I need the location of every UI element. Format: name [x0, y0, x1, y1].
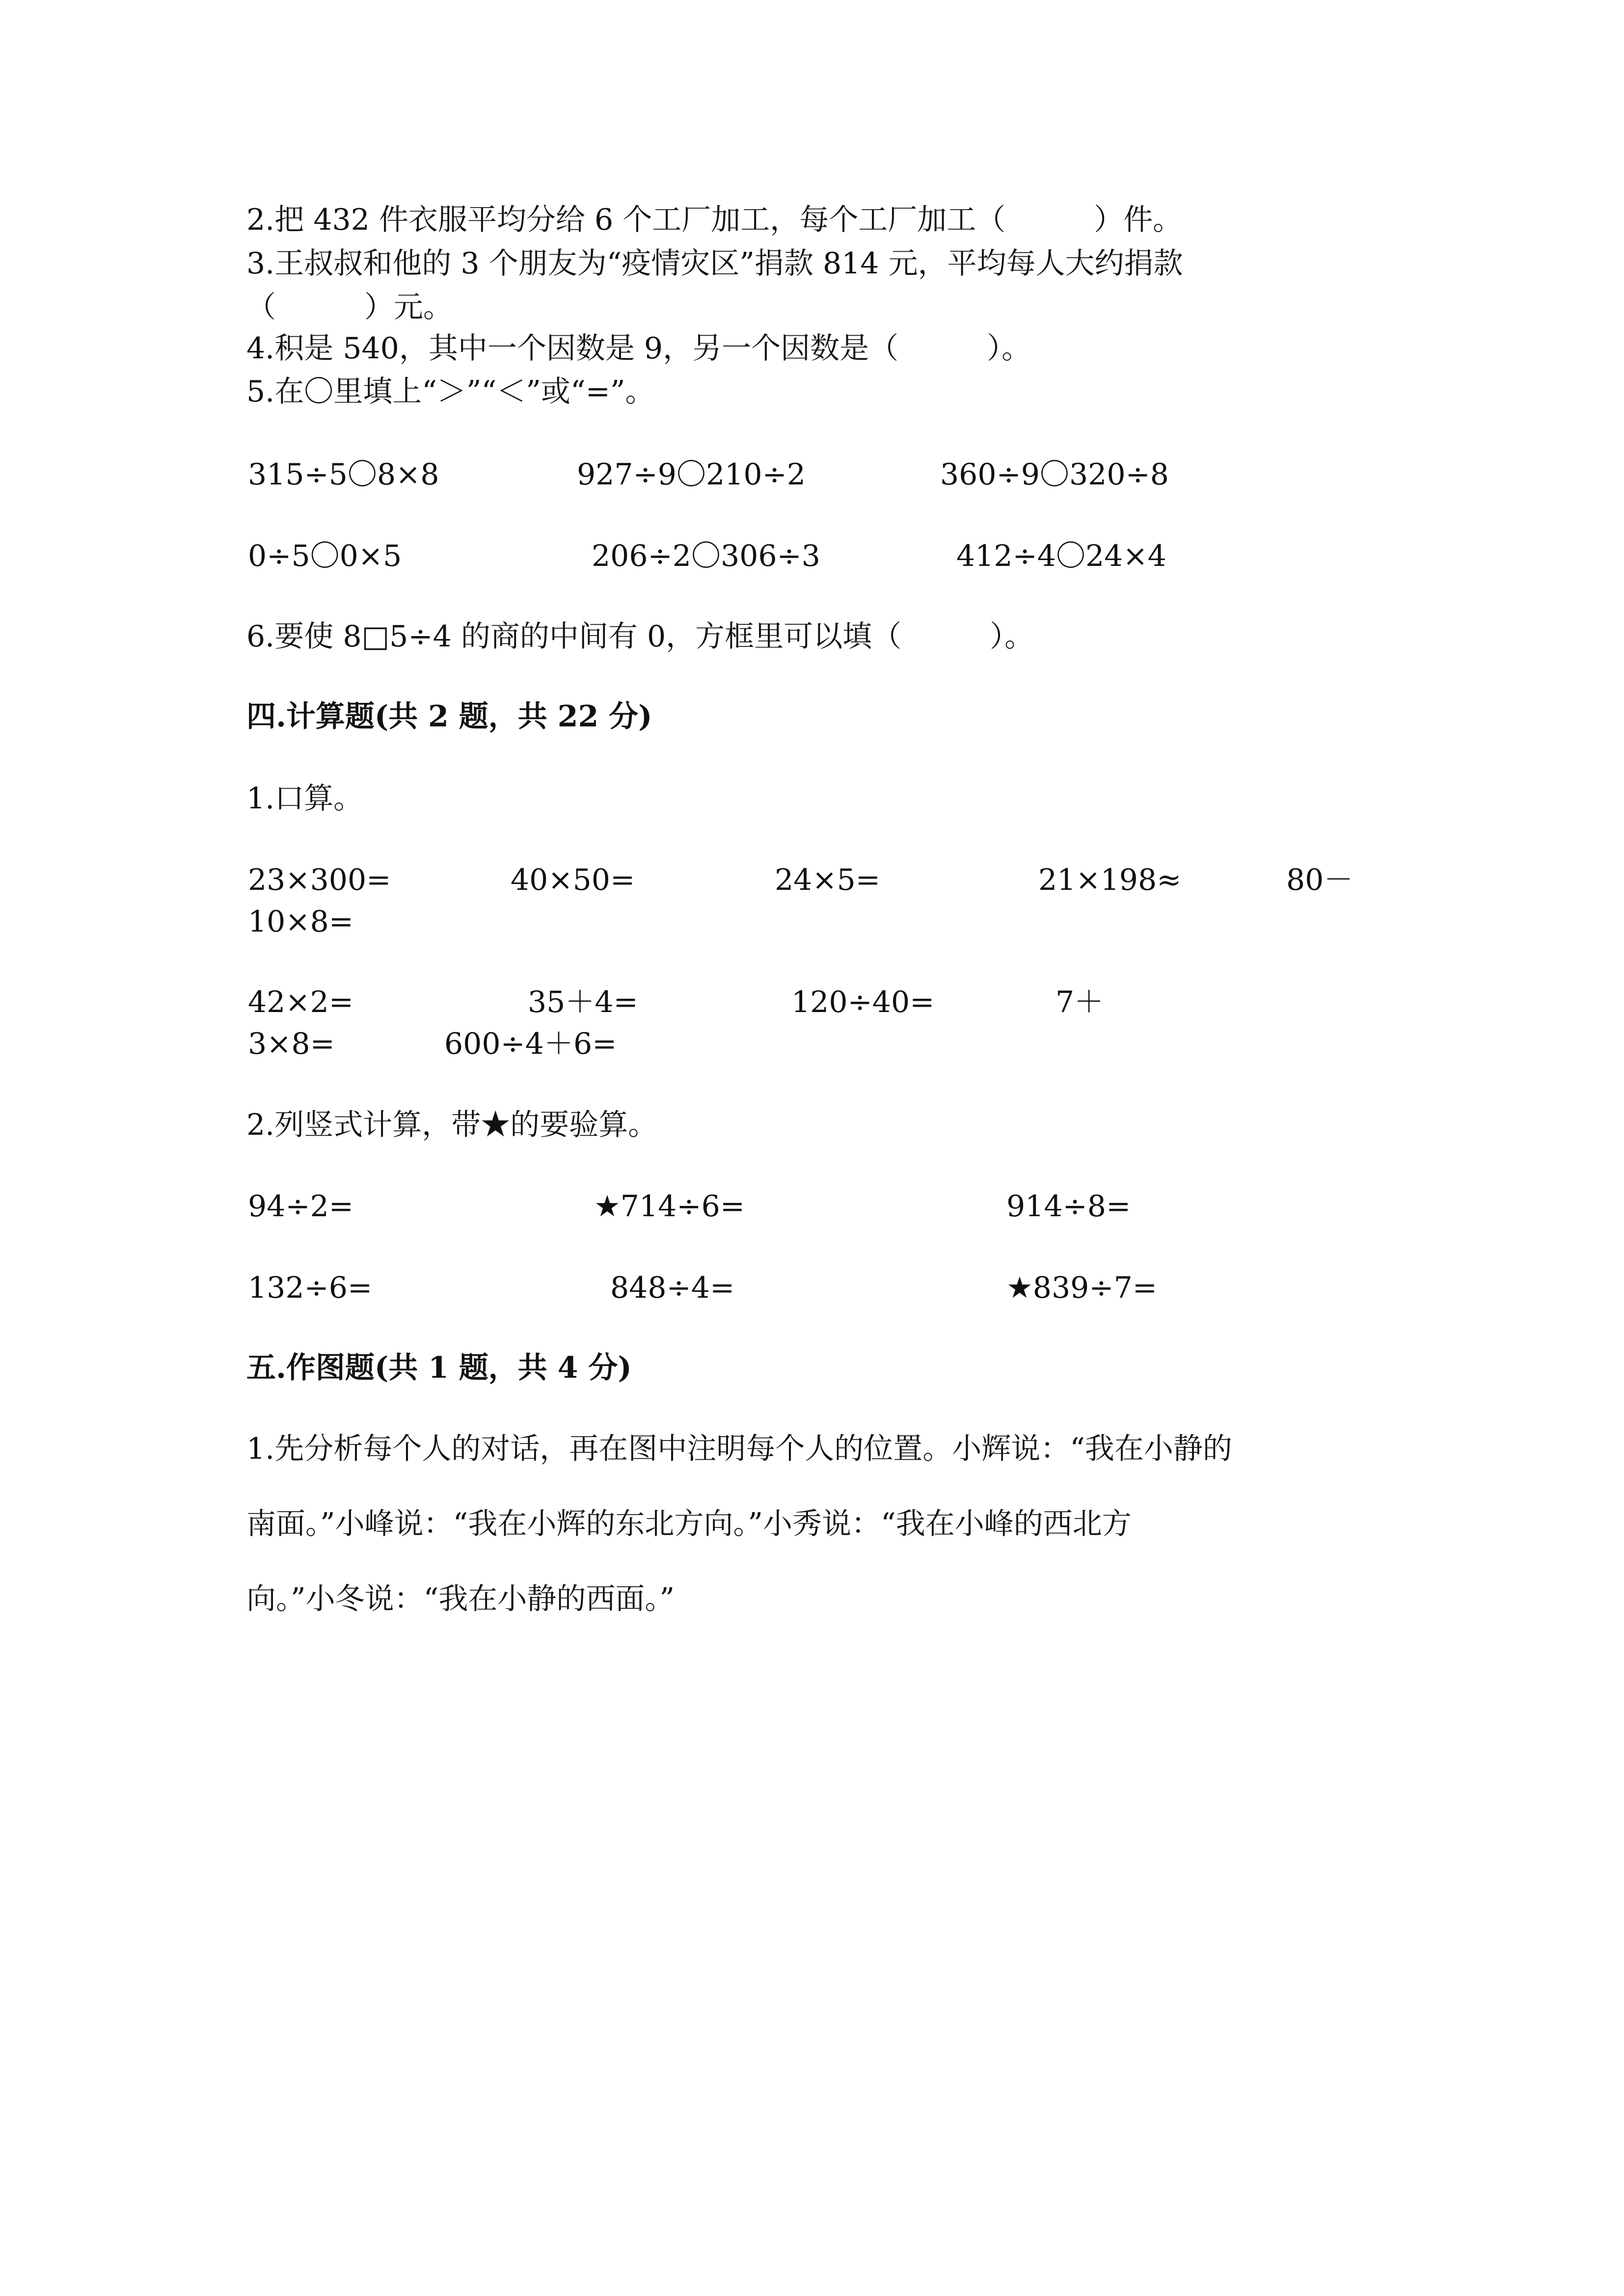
compare-expression: 315÷5〇8×8 [248, 457, 439, 492]
vertical-calc-item: ★714÷6= [594, 1189, 745, 1224]
compare-expression: 206÷2〇306÷3 [592, 539, 820, 573]
oral-calc-title: 1.口算。 [246, 781, 363, 816]
oral-calc-item: 40×50= [511, 863, 635, 897]
question-4-text: 4.积是 540，其中一个因数是 9，另一个因数是（ ）。 [246, 331, 1031, 366]
oral-calc-item: 3×8= [248, 1027, 335, 1061]
section-4-heading: 四.计算题(共 2 题，共 22 分) [246, 699, 652, 734]
oral-calc-item: 21×198≈ [1038, 863, 1182, 897]
compare-expression: 0÷5〇0×5 [248, 539, 402, 573]
drawing-question-line3: 向。”小冬说：“我在小静的西面。” [246, 1582, 675, 1616]
oral-calc-item: 10×8= [248, 905, 354, 939]
question-2-text: 2.把 432 件衣服平均分给 6 个工厂加工，每个工厂加工（ ）件。 [246, 203, 1183, 237]
question-3-text-line2: （ ）元。 [246, 290, 453, 324]
oral-calc-item: 23×300= [248, 863, 391, 897]
vertical-calc-item: 848÷4= [610, 1271, 735, 1305]
compare-expression: 927÷9〇210÷2 [577, 457, 806, 492]
vertical-calc-item: 132÷6= [248, 1271, 373, 1305]
vertical-calc-item: ★839÷7= [1006, 1271, 1158, 1305]
vertical-calc-title: 2.列竖式计算，带★的要验算。 [246, 1108, 658, 1142]
oral-calc-item: 600÷4＋6= [444, 1027, 617, 1061]
question-6-text: 6.要使 8□5÷4 的商的中间有 0，方框里可以填（ ）。 [246, 619, 1034, 654]
oral-calc-item: 120÷40= [791, 985, 935, 1019]
oral-calc-item: 42×2= [248, 985, 354, 1019]
oral-calc-item: 24×5= [775, 863, 881, 897]
drawing-question-line1: 1.先分析每个人的对话，再在图中注明每个人的位置。小辉说：“我在小静的 [246, 1432, 1232, 1466]
oral-calc-item: 80－ [1286, 863, 1353, 897]
oral-calc-item: 35＋4= [528, 985, 638, 1019]
question-5-text: 5.在〇里填上“＞”“＜”或“=”。 [246, 374, 655, 409]
vertical-calc-item: 94÷2= [248, 1189, 354, 1224]
section-5-heading: 五.作图题(共 1 题，共 4 分) [246, 1351, 632, 1385]
compare-expression: 412÷4〇24×4 [956, 539, 1166, 573]
oral-calc-item: 7＋ [1056, 985, 1104, 1019]
compare-expression: 360÷9〇320÷8 [940, 457, 1169, 492]
drawing-question-line2: 南面。”小峰说：“我在小辉的东北方向。”小秀说：“我在小峰的西北方 [246, 1507, 1132, 1541]
vertical-calc-item: 914÷8= [1006, 1189, 1131, 1224]
question-3-text-line1: 3.王叔叔和他的 3 个朋友为“疫情灾区”捐款 814 元，平均每人大约捐款 [246, 246, 1183, 281]
